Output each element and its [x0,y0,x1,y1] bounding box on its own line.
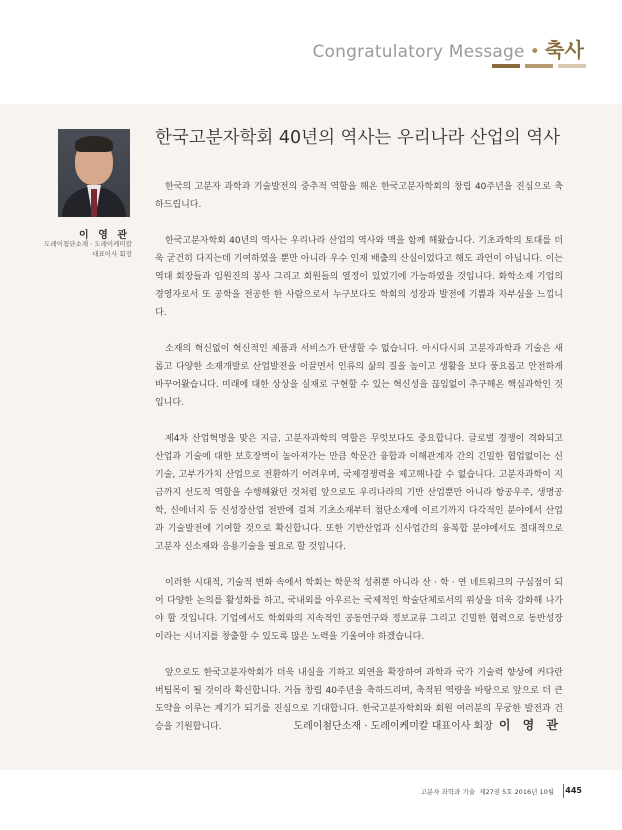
page-number: 445 [565,786,582,795]
article-paragraph: 이러한 시대적, 기술적 변화 속에서 학회는 학문적 성취뿐 아니라 산 · 학 · 연 네트워크의 구심점이 되어 다양한 논의를 활성화를 하고, 국내외를 아우르는 국제적인 학술단체로서의 위상을 더욱 강화해 나가야 할 것입니다. 기업에서도 학회와의 지속적인 공동연구와 정보교류 그리고 긴밀한 협력으로 동반성장이라는 시너지를 창출할 수 있도록 많은 노력을 기울여야 하겠습니다. [155,578,563,642]
header-decoration-bars [492,64,586,68]
signature-name: 이 영 관 [498,718,562,732]
section-title-english: Congratulatory Message [312,42,525,62]
page-footer [0,770,622,830]
signature [293,716,562,733]
title-separator: • [529,42,540,62]
signature-organization: 도레이첨단소재 · 도레이케미칼 대표이사 회장 [293,721,493,732]
article-paragraph: 한국의 고분자 과학과 기술발전의 중추적 역할을 해온 한국고분자학회의 창립 40주년을 진심으로 축하드립니다. [155,182,563,210]
footer-journal-name: 고분자 과학과 기술 [420,788,476,796]
article-paragraph: 제4차 산업혁명을 맞은 지금, 고분자과학의 역할은 무엇보다도 중요합니다. 글로벌 경쟁이 격화되고 산업과 기술에 대한 보호장벽이 높아져가는 만큼 학문간 융합과 이해관계자 간의 긴밀한 협업없이는 신기술, 고부가가치 산업으로 전환하기 어려우며, 국제경쟁력을 제고해나갈 수 없습니다. 고분자과학이 지금까지 선도적 역할을 수행해왔던 것처럼 앞으로도 우리나라의 기반 산업뿐만 아니라 항공우주, 생명공학, 신에너지 등 신성장산업 전반에 걸쳐 기초소재부터 첨단소재에 이르기까지 다각적인 분야에서 산업과 기술발전에 기여할 것으로 확신합니다. 또한 기반산업과 신사업간의 융복합 분야에서도 절대적으로 고분자 신소재와 응용기술을 필요로 할 것입니다. [155,434,563,552]
article-body [155,178,563,754]
page-header [0,0,622,104]
article-paragraph: 한국고분자학회 40년의 역사는 우리나라 산업의 역사와 맥을 함께 해왔습니다. 기초과학의 토대를 더욱 굳건히 다지는데 기여하였을 뿐만 아니라 우수 인재 배출의 산실이었다고 해도 과언이 아닙니다. 이는 역대 회장들과 임원진의 봉사 그리고 회원들의 열정이 있었기에 가능하였을 것입니다. 화학소재 기업의 경영자로서 또 공학을 전공한 한 사람으로서 누구보다도 학회의 성장과 발전에 기쁨과 자부심을 느낍니다. [155,236,563,318]
section-title-korean: 축사 [544,38,584,62]
author-portrait [58,129,130,217]
author-role-company: 도레이첨단소재 · 도레이케미칼 [44,240,132,248]
section-title [312,34,584,63]
decoration-bar [492,64,520,68]
author-name: 이 영 관 [79,230,130,241]
article-paragraph: 앞으로도 한국고분자학회가 더욱 내실을 기하고 외연을 확장하여 과학과 국가 기술력 향상에 커다란 버팀목이 될 것이라 확신합니다. 거듭 창립 40주년을 축하드리며, 축적된 역량을 바탕으로 앞으로 더 큰 도약을 이루는 계기가 되기를 진심으로 기대합니다. 한국고분자학회와 회원 여러분의 무궁한 발전과 건승을 기원합니다. [155,668,563,732]
footer-divider [563,784,564,798]
article-paragraph: 소재의 혁신없이 혁신적인 제품과 서비스가 탄생할 수 없습니다. 아시다시피 고분자과학과 기술은 새롭고 다양한 소재개발로 산업발전을 이끌면서 인류의 삶의 질을 높이고 생활을 보다 풍요롭고 안전하게 바꾸어왔습니다. 미래에 대한 상상을 실재로 구현할 수 있는 혁신성을 끊임없이 추구해온 핵심과학인 것입니다. [155,344,563,408]
footer-issue: 제27권 5호 2016년 10월 [479,788,554,796]
footer-journal-info [421,787,554,796]
decoration-bar [525,64,553,68]
article-title: 한국고분자학회 40년의 역사는 우리나라 산업의 역사 [155,128,561,148]
decoration-bar [558,64,586,68]
author-role [0,239,132,259]
author-role-title: 대표이사 회장 [92,250,132,258]
